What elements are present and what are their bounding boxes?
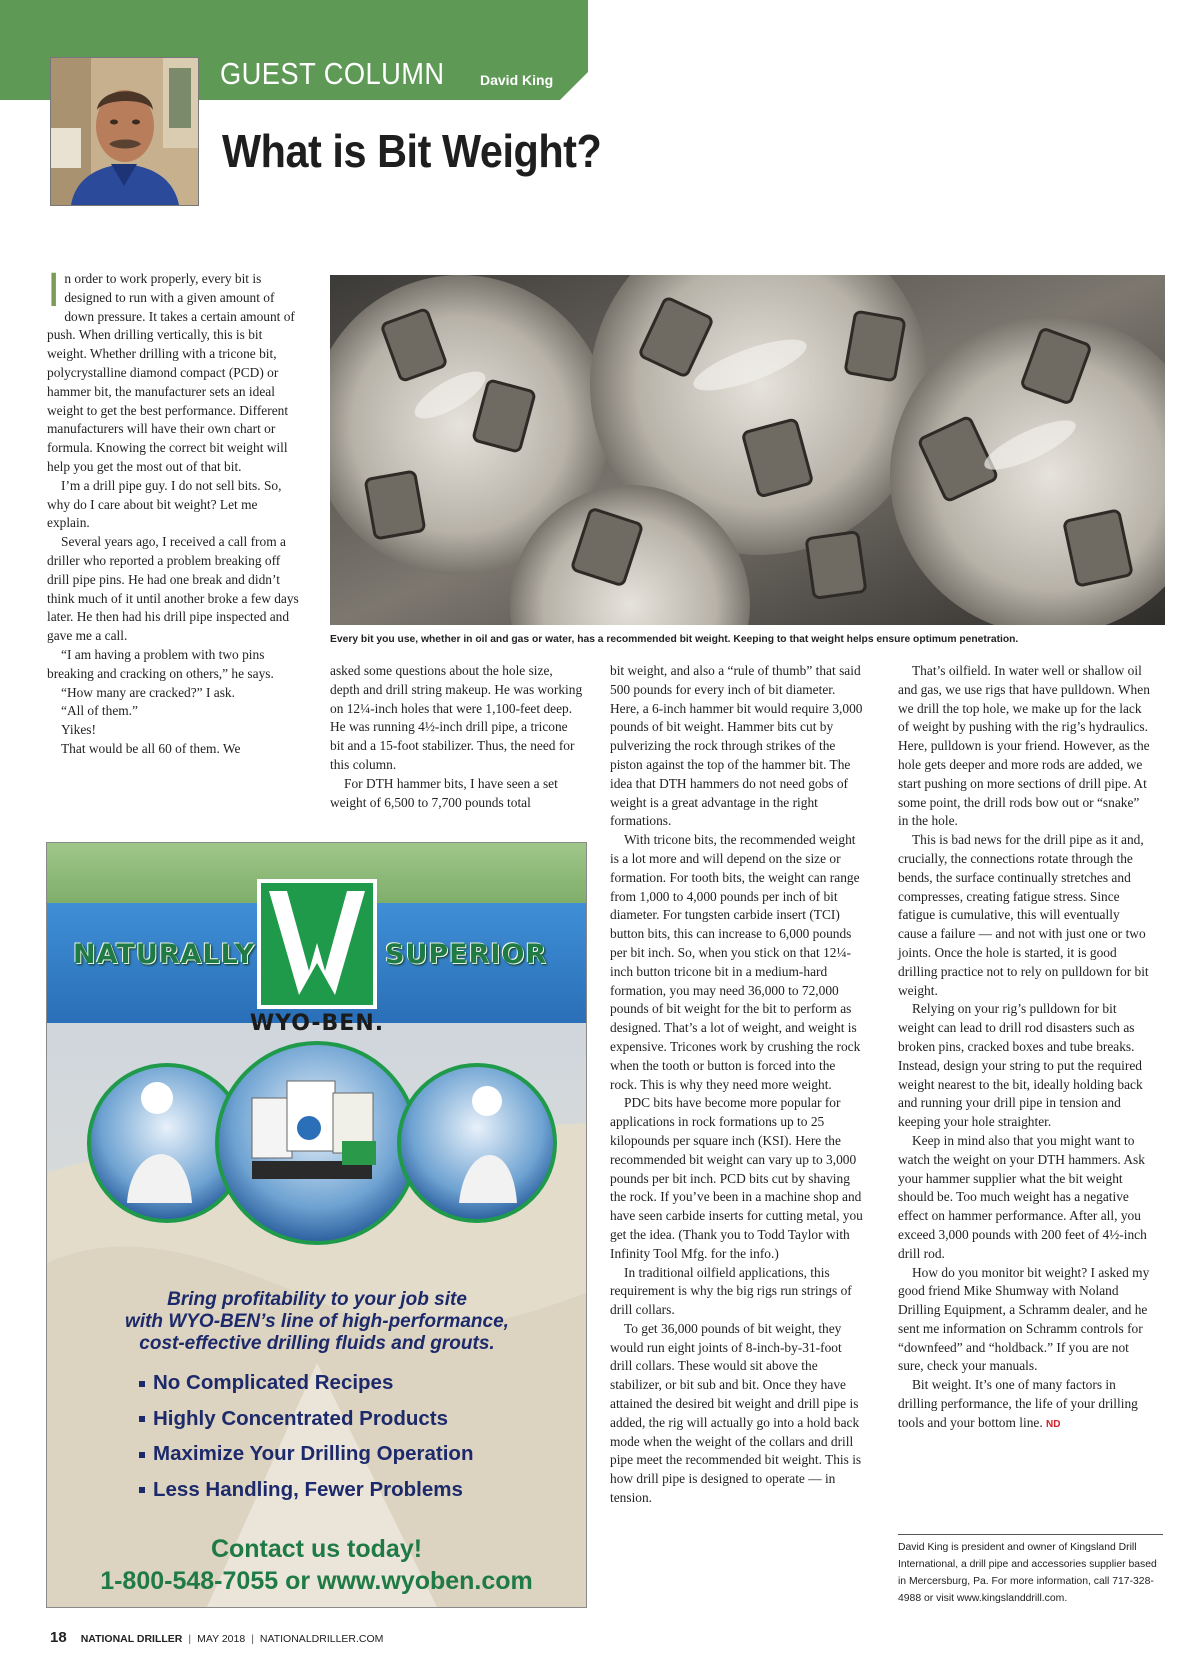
magazine-name: NATIONAL DRILLER bbox=[80, 1633, 183, 1645]
ad-word-superior: SUPERIOR bbox=[385, 939, 548, 970]
bullet-square-icon bbox=[139, 1381, 145, 1387]
tagline-line: Bring profitability to your job site bbox=[167, 1289, 467, 1310]
paragraph: To get 36,000 pounds of bit weight, they would run eight joints of 8-inch-by-31-foot drill collars. These would sit above the stabilizer, or bit sub and bit. Once they have attained the desired bit weight and drill pipe is added, the rig will actually go into a hold back mode when the weight of the collars and drill pipe meet the recommended bit weight. This is how drill pipe is designed to operate — in tension. bbox=[610, 1320, 862, 1506]
paragraph: PDC bits have become more popular for applications in rock formations up to 25 kilopounds per square inch (KSI). Here the recommended bit weight can vary up to 3,000 pounds per bit inch. PCD bits cut by shaving the rock. If you’ve been in a machine shop and have seen carbide inserts for cutting metal, you get the idea. (Thank you to Todd Taylor with Infinity Tool Mfg. for the info.) bbox=[610, 1095, 863, 1261]
wyoben-advertisement[interactable] bbox=[46, 842, 587, 1608]
section-label: GUEST COLUMN bbox=[220, 56, 445, 91]
paragraph bbox=[47, 264, 301, 477]
paragraph bbox=[898, 1376, 1152, 1434]
wyoben-logo: WYO-BEN. bbox=[249, 1011, 385, 1036]
ad-bullet-text: Less Handling, Fewer Problems bbox=[153, 1477, 463, 1501]
paragraph: This is bad news for the drill pipe as it and, crucially, the connections rotate through the bends, the surface continually stretches and compresses, creating fatigue stress. Since fatigue is cumulative, this will eventually cause a failure — and not with just one or two joints. Once the hole is started, it is good drilling practice not to rely on pulldown for bit weight. bbox=[898, 832, 1149, 998]
end-mark: ND bbox=[1046, 1418, 1061, 1430]
ad-word-naturally: NATURALLY bbox=[73, 939, 256, 970]
author-bio bbox=[898, 1534, 1163, 1607]
author-name: David King bbox=[480, 72, 554, 88]
footer-separator: | bbox=[251, 1633, 254, 1645]
footer-separator: | bbox=[188, 1633, 192, 1645]
paragraph-text: n order to work properly, every bit is designed to run with a given amount of down pressure. It takes a certain amount of push. When drilling vertically, this is bit weight. Whether drilling with a tricone bit, polycrystalline diamond compact (PCD) or hammer bit, the manufacturer sets an ideal weight to get the best performance. Different manufacturers will have their own chart or formula. Knowing the correct bit weight will help you get the most out of that bit. bbox=[47, 271, 295, 474]
ad-contact-heading: Contact us today! bbox=[210, 1535, 423, 1563]
ad-bullet-list bbox=[139, 1371, 473, 1513]
paragraph-text: Bit weight. It’s one of many factors in drilling performance, the life of your drilling tools and your bottom line. bbox=[898, 1377, 1138, 1430]
footer-site[interactable]: NATIONALDRILLER.COM bbox=[259, 1633, 384, 1645]
drop-cap: I bbox=[47, 264, 61, 317]
paragraph: “All of them.” bbox=[61, 703, 138, 719]
paragraph: That’s oilfield. In water well or shallow oil and gas, we use rigs that have pulldown. When we drill the top hole, we make up for the lack of weight by pushing with the rig’s hydraulics. Here, pulldown is your friend. However, as the hole gets deeper and more rods are added, we start pushing on more sections of drill pipe. At some point, the drill rods bow out or “snake” in the hole. bbox=[898, 663, 1150, 829]
page-footer bbox=[50, 1629, 383, 1646]
page-number: 18 bbox=[50, 1629, 67, 1646]
paragraph: Yikes! bbox=[61, 722, 96, 738]
column-1 bbox=[47, 264, 301, 759]
issue-date: MAY 2018 bbox=[197, 1633, 246, 1645]
column-2 bbox=[330, 662, 584, 812]
photo-caption: Every bit you use, whether in oil and gas or water, has a recommended bit weight. Keeping to that weight helps ensure optimum penetration. bbox=[330, 634, 1019, 645]
paragraph: Keep in mind also that you might want to watch the weight on your DTH hammers. Ask your hammer supplier what the bit weight should be. Too much weight has a negative effect on hammer performance. After all, you exceed 3,000 pounds with 200 feet of 4½-inch drill rod. bbox=[898, 1132, 1147, 1261]
ad-bullet bbox=[139, 1442, 473, 1478]
ad-tagline bbox=[67, 1289, 567, 1355]
article-title: What is Bit Weight? bbox=[222, 125, 602, 177]
paragraph: Relying on your rig’s pulldown for bit weight can lead to drill rod disasters such as broken pins, cracked boxes and tube breaks. Instead, design your string to put the required weight nearest to the bit, ideally holding back and running your drill pipe in tension and keeping your hole straighter. bbox=[898, 1001, 1143, 1130]
paragraph: In traditional oilfield applications, this requirement is why the big rigs run strings of drill collars. bbox=[610, 1264, 852, 1318]
ad-bullet-text: Highly Concentrated Products bbox=[153, 1406, 449, 1430]
paragraph: “How many are cracked?” I ask. bbox=[61, 684, 235, 700]
tagline-line: cost-effective drilling fluids and grouts. bbox=[139, 1333, 495, 1354]
paragraph: With tricone bits, the recommended weight is a lot more and will depend on the size or formation. For tooth bits, the weight can range from 1,000 to 4,000 pounds per inch of bit diameter. For tungsten carbide insert (TCI) button bits, this can increase to 6,000 pounds per bit inch. So, when you stick on that 12¼-inch button tricone bit in a medium-hard formation, you may need 36,000 to 72,000 pounds of bit weight for the bit to perform as designed. That’s a lot of weight, and weight is expensive. Tricones work by crushing the rock when the tooth or button is forced into the rock. This is why they need more weight. bbox=[610, 832, 861, 1092]
paragraph: How do you monitor bit weight? I asked my good friend Mike Shumway with Noland Drilling Equipment, a Schramm dealer, and he sent me information on Schramm controls for “downfeed” and “holdback.” If you are not sure, check your manuals. bbox=[898, 1264, 1150, 1374]
tagline-line: with WYO-BEN’s line of high-performance, bbox=[125, 1311, 509, 1332]
paragraph: “I am having a problem with two pins breaking and cracking on others,” he says. bbox=[47, 646, 274, 681]
bullet-square-icon bbox=[139, 1416, 145, 1422]
paragraph: Several years ago, I received a call from a driller who reported a problem breaking off drill pipe pins. He had one break and didn’t think much of it until another broke a few days later. He then had his drill pipe inspected and gave me a call. bbox=[47, 534, 299, 644]
ad-bullet bbox=[139, 1478, 473, 1514]
drill-bit-photo bbox=[330, 275, 1165, 625]
paragraph: I’m a drill pipe guy. I do not sell bits. So, why do I care about bit weight? Let me explain. bbox=[47, 477, 282, 531]
paragraph: For DTH hammer bits, I have seen a set weight of 6,500 to 7,700 pounds total bbox=[330, 775, 558, 810]
ad-bullet bbox=[139, 1371, 473, 1407]
ad-bullet-text: Maximize Your Drilling Operation bbox=[153, 1442, 474, 1465]
column-3 bbox=[610, 662, 864, 1508]
ad-bullet bbox=[139, 1407, 473, 1443]
paragraph: bit weight, and also a “rule of thumb” that said 500 pounds for every inch of bit diameter. Here, a 6-inch hammer bit would require 3,000 pounds of bit weight. Hammer bits cut by pulverizing the rock through strikes of the piston against the top of the hammer bit. The idea that DTH hammers do not need gobs of weight is a great advantage in the right formations. bbox=[610, 663, 863, 829]
ad-contact-info[interactable]: 1-800-548-7055 or www.wyoben.com bbox=[100, 1567, 533, 1595]
paragraph: asked some questions about the hole size, depth and drill string makeup. He was working on 12¼-inch holes that were 1,100-feet deep. He was running 4½-inch drill pipe, a tricone bit and a 15-foot stabilizer. Thus, the need for this column. bbox=[330, 663, 583, 772]
ad-contact[interactable] bbox=[47, 1533, 586, 1597]
author-photo bbox=[50, 57, 199, 206]
bullet-square-icon bbox=[139, 1452, 145, 1458]
ad-bullet-text: No Complicated Recipes bbox=[153, 1371, 394, 1394]
column-4 bbox=[898, 662, 1152, 1435]
paragraph: That would be all 60 of them. We bbox=[61, 740, 241, 756]
bio-text: David King is president and owner of Kingsland Drill International, a drill pipe and accessories supplier based in Mercersburg, Pa. For more information, call 717-328-4988 or visit www.kingslanddrill.com. bbox=[898, 1542, 1157, 1604]
bullet-square-icon bbox=[139, 1487, 145, 1493]
